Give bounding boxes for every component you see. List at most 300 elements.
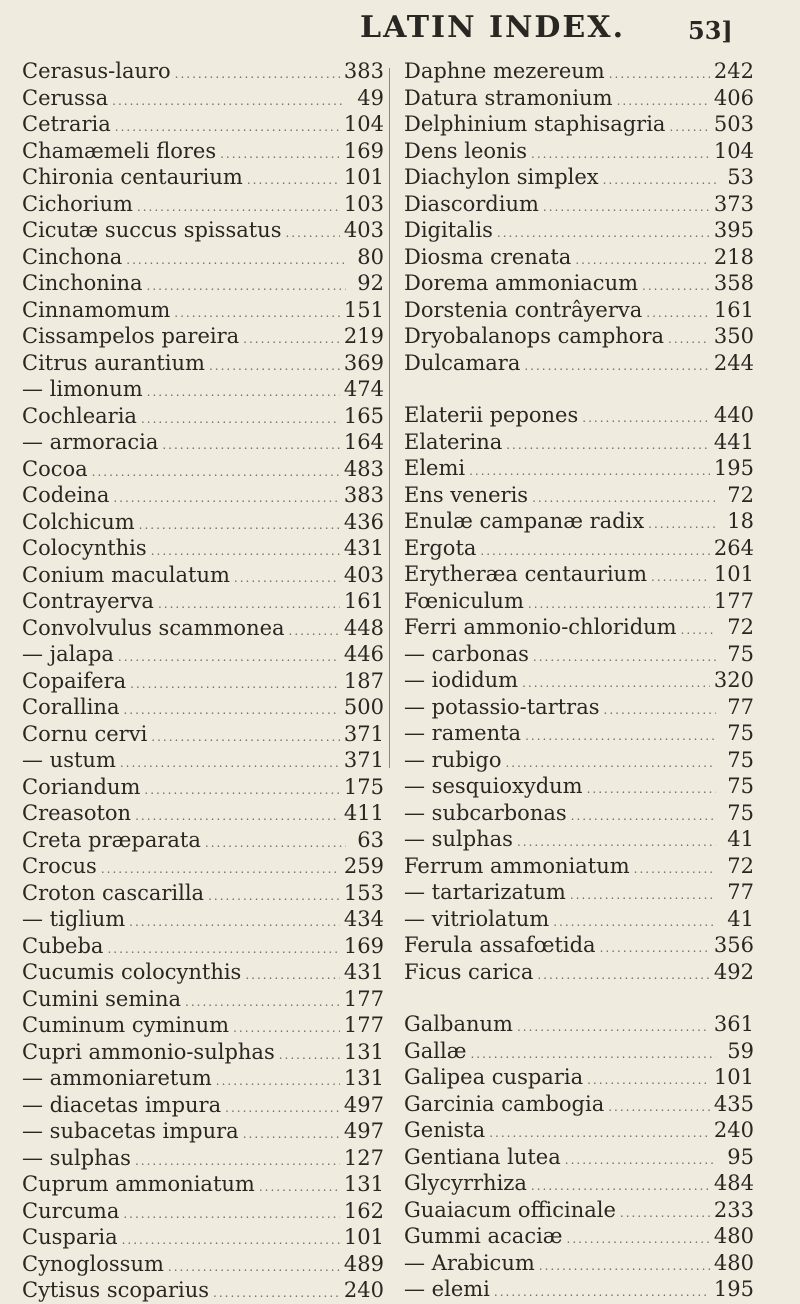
index-entry [404,482,754,509]
index-column-left [22,58,384,1304]
dot-leader [539,1253,710,1277]
entry-page-number: 77 [727,694,754,719]
index-entry [22,774,384,801]
entry-page-number: 373 [713,191,754,216]
entry-page-number: 441 [713,429,754,454]
entry-term: Crocus [22,854,97,878]
index-entry [404,1197,754,1224]
index-entry [404,1276,754,1303]
entry-term: Corallina [22,695,120,719]
dot-leader [567,1226,710,1250]
entry-term: Coriandum [22,774,141,799]
entry-page-number: 177 [343,986,384,1011]
entry-term: Cubeba [22,933,104,958]
entry-term: Ergota [404,535,477,560]
index-entry [22,217,384,244]
entry-term: — carbonas [404,641,529,666]
index-entry [22,350,384,377]
index-entry [404,1091,754,1118]
entry-term: — jalapa [22,642,114,666]
dot-leader [532,485,716,509]
entry-page-number: 448 [343,615,384,640]
dot-leader [147,379,340,403]
dot-leader [505,750,716,774]
entry-page-number: 371 [343,748,384,772]
index-entry [404,1064,754,1091]
entry-page-number: 101 [343,165,384,189]
dot-leader [642,273,710,297]
entry-page-number: 492 [713,959,754,984]
entry-page-number: 242 [713,59,754,83]
entry-term: Enulæ campanæ radix [404,509,645,533]
index-entry [404,508,754,535]
index-entry [22,429,384,456]
dot-leader [617,88,710,112]
entry-page-number: 41 [727,906,754,931]
dot-leader [162,432,340,456]
entry-term: — sulphas [404,827,513,851]
index-entry [22,1171,384,1198]
index-entry [22,906,384,933]
entry-term: Copaifera [22,668,127,693]
entry-term: Dens leonis [404,138,528,163]
dot-leader [129,909,340,933]
entry-term: Chironia centaurium [22,165,243,189]
dot-leader [489,1120,710,1144]
entry-page-number: 153 [343,880,384,905]
entry-term: Galbanum [404,1012,513,1036]
dot-leader [587,776,716,800]
entry-page-number: 101 [713,562,754,586]
entry-term: Galipea cusparia [404,1065,584,1089]
entry-term: — armoracia [22,430,159,454]
index-entry [22,244,384,271]
entry-page-number: 169 [343,138,384,163]
page-header [0,6,800,58]
dot-leader [209,353,340,377]
dot-leader [608,1094,710,1118]
index-entry [404,800,754,827]
entry-term: Cissampelos pareira [22,324,240,348]
entry-page-number: 218 [713,244,754,269]
dot-leader [609,61,710,85]
entry-page-number: 489 [343,1251,384,1276]
entry-page-number: 446 [343,642,384,666]
entry-term: Cochlearia [22,403,137,428]
index-entry [404,1011,754,1038]
dot-leader [543,194,710,218]
entry-term: Creasoton [22,801,132,825]
index-entry [22,297,384,324]
dot-leader [517,1014,710,1038]
entry-page-number: 131 [343,1039,384,1064]
entry-term: Dorema ammoniacum [404,271,639,295]
index-entry [22,615,384,642]
entry-page-number: 436 [343,509,384,534]
entry-term: Elaterii pepones [404,403,579,427]
entry-page-number: 440 [713,403,754,427]
entry-page-number: 395 [713,218,754,242]
dot-leader [648,511,716,535]
entry-page-number: 161 [713,297,754,322]
dot-leader [604,697,716,721]
entry-term: Guaiacum officinale [404,1197,616,1222]
entry-term: Cupri ammonio-sulphas [22,1039,275,1064]
entry-term: Ficus carica [404,959,534,984]
entry-page-number: 77 [727,880,754,904]
entry-term: Datura stramonium [404,85,613,110]
dot-leader [158,591,340,615]
entry-term: Glycyrrhiza [404,1171,527,1195]
dot-leader [220,141,340,165]
entry-term: Elaterina [404,429,503,454]
entry-page-number: 164 [343,430,384,454]
entry-term: Dorstenia contrâyerva [404,297,643,322]
dot-leader [168,1254,340,1278]
entry-page-number: 474 [343,377,384,401]
entry-term: Codeina [22,483,110,507]
index-entry [404,455,754,482]
entry-page-number: 177 [343,1013,384,1037]
entry-term: — tartarizatum [404,880,566,904]
index-entry [404,297,754,324]
dot-leader [469,458,710,482]
entry-page-number: 75 [727,721,754,745]
dot-leader [289,618,340,642]
entry-term: Gallæ [404,1038,467,1063]
entry-term: Garcinia cambogia [404,1091,605,1116]
entry-term: Daphne mezereum [404,59,605,83]
entry-term: — potassio-tartras [404,694,600,719]
dot-leader [107,936,339,960]
index-entry [22,959,384,986]
index-entry [22,85,384,112]
index-entry [404,138,754,165]
entry-term: Citrus aurantium [22,350,205,375]
entry-term: Conium maculatum [22,562,230,587]
index-entry [22,509,384,536]
entry-term: — ramenta [404,721,522,745]
entry-term: Diascordium [404,191,539,216]
index-entry [22,1092,384,1119]
dot-leader [582,405,710,429]
entry-term: Elemi [404,456,466,480]
index-entry [22,1065,384,1092]
dot-leader [668,326,710,350]
dot-leader [571,803,716,827]
entry-term: — limonum [22,377,143,401]
entry-page-number: 75 [727,641,754,666]
entry-page-number: 151 [343,297,384,322]
index-entry [22,376,384,403]
index-entry [404,1038,754,1065]
index-entry [404,217,754,244]
dot-leader [135,803,340,827]
dot-leader [135,1148,340,1172]
dot-leader [681,617,716,641]
entry-term: Cinnamomum [22,297,171,322]
entry-page-number: 75 [727,747,754,772]
dot-leader [524,353,710,377]
entry-page-number: 165 [343,403,384,428]
dot-leader [620,1200,710,1224]
dot-leader [101,856,340,880]
entry-page-number: 403 [343,218,384,242]
entry-page-number: 80 [357,244,384,269]
entry-page-number: 264 [713,535,754,560]
index-entry [22,1198,384,1225]
index-entry [22,1012,384,1039]
entry-term: Delphinium staphisagria [404,112,666,136]
entry-page-number: 244 [713,350,754,375]
index-entry [22,1145,384,1172]
entry-term: Cocoa [22,456,88,481]
entry-page-number: 75 [727,800,754,825]
entry-term: Creta præparata [22,827,201,852]
dot-leader [531,1173,710,1197]
entry-term: — sesquioxydum [404,774,583,798]
dot-leader [141,406,340,430]
dot-leader [570,882,716,906]
entry-term: Cicutæ succus spissatus [22,218,282,242]
dot-leader [497,220,710,244]
entry-term: Convolvulus scammonea [22,615,285,640]
entry-page-number: 233 [713,1197,754,1222]
entry-term: Diosma crenata [404,244,572,269]
entry-term: — sulphas [22,1145,131,1170]
entry-page-number: 104 [713,138,754,163]
entry-term: Genista [404,1118,486,1142]
entry-page-number: 92 [357,271,384,295]
entry-term: Erytheræa centaurium [404,562,647,586]
entry-term: Ferula assafœtida [404,933,596,957]
entry-page-number: 406 [713,85,754,110]
entry-page-number: 161 [343,589,384,613]
dot-leader [528,591,710,615]
dot-leader [144,777,340,801]
entry-term: Curcuma [22,1198,120,1223]
entry-term: Cytisus scoparius [22,1278,210,1302]
entry-page-number: 41 [727,827,754,851]
index-entry [22,1039,384,1066]
index-entry [404,773,754,800]
dot-leader [279,1042,340,1066]
index-entry [22,1277,384,1304]
entry-page-number: 95 [727,1144,754,1169]
dot-leader [587,1067,710,1091]
index-entry [404,270,754,297]
entry-page-number: 101 [343,1225,384,1249]
entry-term: Digitalis [404,218,493,242]
page-title: LATIN INDEX. [360,10,626,45]
dot-leader [234,565,340,589]
entry-page-number: 371 [343,721,384,746]
entry-page-number: 356 [713,933,754,957]
dot-leader [151,724,340,748]
entry-page-number: 403 [343,562,384,587]
dot-leader [216,1068,340,1092]
dot-leader [130,671,340,695]
index-entry [22,800,384,827]
dot-leader [175,61,340,85]
dot-leader [115,114,340,138]
entry-term: — ustum [22,748,116,772]
entry-page-number: 72 [727,853,754,878]
entry-term: Cuminum cyminum [22,1013,230,1037]
index-entry [22,641,384,668]
index-entry [404,1250,754,1277]
entry-page-number: 131 [343,1066,384,1090]
entry-term: Ens veneris [404,482,529,507]
index-entry [404,853,754,880]
entry-page-number: 175 [343,774,384,799]
dot-leader [243,326,340,350]
entry-page-number: 503 [713,112,754,136]
entry-term: Cornu cervi [22,721,148,746]
entry-term: Contrayerva [22,589,154,613]
entry-page-number: 500 [343,695,384,719]
dot-leader [120,750,340,774]
dot-leader [259,1174,340,1198]
dot-leader [669,114,709,138]
dot-leader [522,670,710,694]
entry-term: Cichorium [22,191,133,216]
entry-term: Gentiana lutea [404,1144,561,1169]
entry-page-number: 411 [343,801,384,825]
index-entry [22,535,384,562]
entry-term: — elemi [404,1277,490,1301]
entry-page-number: 320 [713,668,754,692]
index-entry [22,270,384,297]
index-entry [404,429,754,456]
entry-term: — subcarbonas [404,800,567,825]
dot-leader [208,883,340,907]
entry-page-number: 259 [343,854,384,878]
dot-leader [575,247,710,271]
entry-term: Fœniculum [404,588,524,613]
entry-page-number: 431 [343,536,384,560]
dot-leader [126,247,346,271]
entry-page-number: 127 [343,1145,384,1170]
dot-leader [531,141,710,165]
index-entry [404,164,754,191]
dot-leader [537,962,710,986]
dot-leader [533,644,716,668]
index-entry [404,906,754,933]
entry-page-number: 49 [357,85,384,110]
entry-term: — Arabicum [404,1250,535,1275]
index-entry [404,111,754,138]
entry-page-number: 195 [713,456,754,480]
index-entry [22,164,384,191]
entry-page-number: 480 [713,1250,754,1275]
index-entry [22,191,384,218]
dot-leader [147,273,346,297]
index-entry [22,138,384,165]
entry-page-number: 75 [727,774,754,798]
dot-leader [553,909,716,933]
entry-term: Cetraria [22,112,111,136]
dot-leader [525,723,716,747]
index-entry [22,721,384,748]
dot-leader [600,935,710,959]
dot-leader [213,1280,340,1304]
index-entry [404,85,754,112]
entry-term: Cumini semina [22,986,182,1011]
index-entry [22,853,384,880]
dot-leader [118,644,340,668]
index-entry [404,323,754,350]
dot-leader [517,829,716,853]
entry-page-number: 18 [727,509,754,533]
entry-term: Cinchona [22,244,123,269]
dot-leader [247,167,340,191]
index-entry [404,350,754,377]
index-entry [22,668,384,695]
index-entry [22,456,384,483]
dot-leader [205,830,346,854]
dot-leader [123,697,339,721]
entry-term: — subacetas impura [22,1119,239,1143]
page-number: 53] [688,16,733,45]
dot-leader [139,512,340,536]
index-entry [404,959,754,986]
entry-page-number: 480 [713,1224,754,1248]
entry-page-number: 131 [343,1172,384,1196]
entry-page-number: 72 [727,615,754,639]
entry-page-number: 63 [357,827,384,852]
entry-term: Dryobalanops camphora [404,324,665,348]
dot-leader [651,564,710,588]
dot-leader [112,88,346,112]
index-entry [404,244,754,271]
entry-term: Gummi acaciæ [404,1224,563,1248]
entry-page-number: 240 [713,1118,754,1142]
index-entry [22,1224,384,1251]
dot-leader [185,989,340,1013]
entry-page-number: 101 [713,1065,754,1089]
dot-leader [174,300,340,324]
dot-leader [565,1147,716,1171]
index-entry [404,747,754,774]
index-entry [404,720,754,747]
entry-page-number: 219 [343,324,384,348]
entry-page-number: 240 [343,1278,384,1302]
dot-leader [506,432,710,456]
entry-term: — iodidum [404,668,519,692]
entry-page-number: 369 [343,350,384,375]
dot-leader [480,538,709,562]
index-entry [22,827,384,854]
index-entry [404,879,754,906]
dot-leader [470,1041,716,1065]
index-entry [22,403,384,430]
index-entry [22,986,384,1013]
dot-leader [225,1095,340,1119]
index-entry [404,614,754,641]
index-entry [404,1223,754,1250]
index-entry [22,562,384,589]
entry-page-number: 104 [343,112,384,136]
entry-page-number: 483 [343,456,384,481]
index-entry [22,1251,384,1278]
index-entry [404,1144,754,1171]
entry-term: Ferri ammonio-chloridum [404,615,677,639]
index-entry [22,482,384,509]
entry-term: Cuprum ammoniatum [22,1172,255,1196]
index-entry [404,1170,754,1197]
index-entry [22,58,384,85]
